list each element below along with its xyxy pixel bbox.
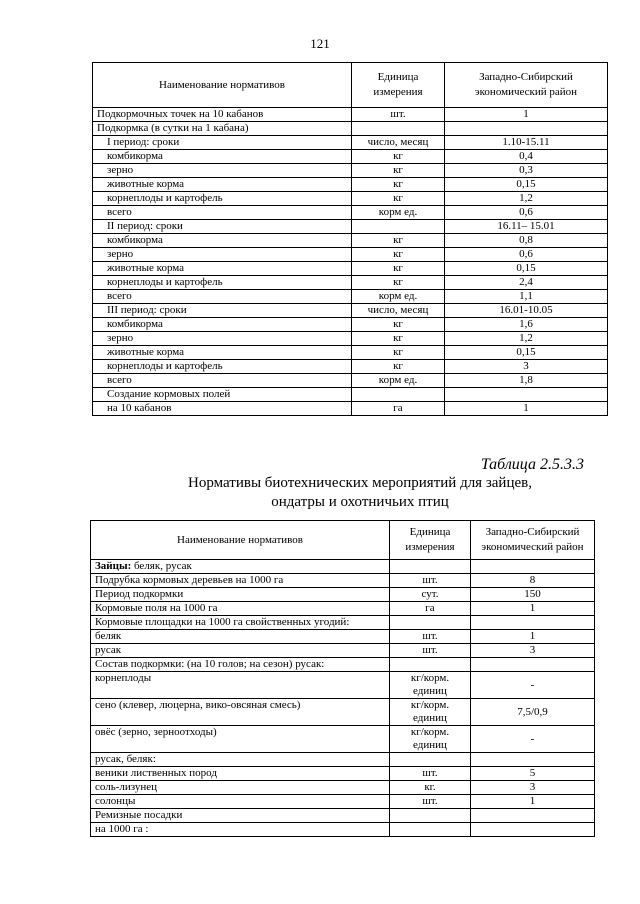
cell-name: I период: сроки (93, 136, 352, 150)
cell-value: 1,8 (445, 374, 608, 388)
cell-value: 150 (471, 588, 595, 602)
cell-value (471, 616, 595, 630)
cell-unit: шт. (352, 108, 445, 122)
cell-name: беляк (91, 630, 390, 644)
cell-name: русак, беляк: (91, 753, 390, 767)
cell-unit (390, 658, 471, 672)
header-name: Наименование нормативов (93, 63, 352, 108)
cell-name: Состав подкормки: (на 10 голов; на сезон) русак: (91, 658, 390, 672)
cell-unit: кг (352, 318, 445, 332)
table-row (91, 658, 595, 672)
cell-name: веники лиственных пород (91, 767, 390, 781)
table-row (93, 346, 608, 360)
cell-name: всего (93, 206, 352, 220)
cell-unit: кг (352, 332, 445, 346)
cell-unit: корм ед. (352, 374, 445, 388)
hare-norms-table (90, 520, 595, 837)
table-row (91, 602, 595, 616)
table-title-line-1: Нормативы биотехнических мероприятий для зайцев, (188, 475, 532, 491)
cell-unit: корм ед. (352, 290, 445, 304)
table-row (91, 753, 595, 767)
cell-name: корнеплоды и картофель (93, 276, 352, 290)
cell-value: 1.10-15.11 (445, 136, 608, 150)
table-title (150, 474, 570, 512)
table-row (91, 823, 595, 837)
table-row (91, 574, 595, 588)
cell-name: Период подкормки (91, 588, 390, 602)
table-body (91, 574, 595, 837)
table-row (93, 402, 608, 416)
table-row (91, 781, 595, 795)
table-row (93, 262, 608, 276)
table-row (93, 164, 608, 178)
table-row (93, 304, 608, 318)
cell-unit: кг (352, 360, 445, 374)
cell-value: 0,4 (445, 150, 608, 164)
cell-unit: кг (352, 276, 445, 290)
cell-value (471, 658, 595, 672)
cell-value: 8 (471, 574, 595, 588)
cell-value (471, 753, 595, 767)
cell-name: комбикорма (93, 318, 352, 332)
cell-value: 1 (445, 402, 608, 416)
cell-unit: кг (352, 262, 445, 276)
table-row (93, 192, 608, 206)
section-label (91, 560, 390, 574)
cell-name: комбикорма (93, 234, 352, 248)
cell-unit (390, 753, 471, 767)
cell-name: Кормовые поля на 1000 га (91, 602, 390, 616)
cell-value: 1,2 (445, 192, 608, 206)
cell-name: Ремизные посадки (91, 809, 390, 823)
table-row (93, 276, 608, 290)
cell-value (471, 560, 595, 574)
cell-value: 1 (471, 602, 595, 616)
table-row (93, 234, 608, 248)
cell-name: зерно (93, 248, 352, 262)
cell-name: Подкормка (в сутки на 1 кабана) (93, 122, 352, 136)
section-rest: беляк, русак (131, 560, 192, 572)
cell-value: - (471, 672, 595, 699)
cell-value: 7,5/0,9 (471, 699, 595, 726)
cell-unit: кг (352, 346, 445, 360)
table-row (93, 318, 608, 332)
cell-unit (390, 809, 471, 823)
table-row (91, 630, 595, 644)
cell-value: 0,6 (445, 248, 608, 262)
cell-name: на 1000 га : (91, 823, 390, 837)
cell-value (445, 122, 608, 136)
cell-name: Кормовые площадки на 1000 га свойственных угодий: (91, 616, 390, 630)
cell-name: животные корма (93, 346, 352, 360)
cell-name: комбикорма (93, 150, 352, 164)
cell-value (445, 388, 608, 402)
cell-name: животные корма (93, 178, 352, 192)
cell-name: всего (93, 374, 352, 388)
cell-name: корнеплоды (91, 672, 390, 699)
cell-name: овёс (зерно, зерноотходы) (91, 726, 390, 753)
cell-name: сено (клевер, люцерна, вико-овсяная смесь) (91, 699, 390, 726)
cell-value: 16.01-10.05 (445, 304, 608, 318)
table-row (93, 178, 608, 192)
cell-unit: кг (352, 248, 445, 262)
cell-unit (352, 122, 445, 136)
table-row (93, 360, 608, 374)
boar-feeding-table (92, 62, 608, 416)
cell-value: 1 (445, 108, 608, 122)
cell-value (471, 809, 595, 823)
table-row (93, 150, 608, 164)
cell-value: 0,6 (445, 206, 608, 220)
cell-unit: кг (352, 178, 445, 192)
table-row (93, 290, 608, 304)
cell-value: 3 (471, 781, 595, 795)
cell-value: 1,1 (445, 290, 608, 304)
cell-unit: число, месяц (352, 304, 445, 318)
table-row (91, 672, 595, 699)
cell-unit: кг (352, 192, 445, 206)
cell-name: зерно (93, 332, 352, 346)
cell-unit (390, 616, 471, 630)
cell-unit: га (352, 402, 445, 416)
cell-value: 0,15 (445, 346, 608, 360)
table-row (91, 699, 595, 726)
cell-name: корнеплоды и картофель (93, 360, 352, 374)
table-row (91, 809, 595, 823)
cell-unit: кг/корм. единиц (390, 699, 471, 726)
cell-unit (352, 220, 445, 234)
cell-value: 0,15 (445, 178, 608, 192)
cell-value: 3 (471, 644, 595, 658)
table-row (91, 588, 595, 602)
header-region: Западно-Сибирский экономический район (445, 63, 608, 108)
cell-name: Подрубка кормовых деревьев на 1000 га (91, 574, 390, 588)
table-row (93, 206, 608, 220)
cell-value: - (471, 726, 595, 753)
cell-value: 5 (471, 767, 595, 781)
cell-value: 0,15 (445, 262, 608, 276)
cell-value: 2,4 (445, 276, 608, 290)
table-row (91, 795, 595, 809)
table-row (93, 136, 608, 150)
cell-name: животные корма (93, 262, 352, 276)
table-row (93, 220, 608, 234)
cell-unit: кг (352, 164, 445, 178)
table-row (93, 374, 608, 388)
cell-unit: шт. (390, 630, 471, 644)
table-row (93, 122, 608, 136)
cell-name: Подкормочных точек на 10 кабанов (93, 108, 352, 122)
cell-name: солонцы (91, 795, 390, 809)
table-row (91, 767, 595, 781)
cell-value: 1 (471, 795, 595, 809)
cell-unit (390, 560, 471, 574)
section-row (91, 560, 595, 574)
table-row (93, 108, 608, 122)
cell-value: 16.11– 15.01 (445, 220, 608, 234)
table-row (91, 726, 595, 753)
table-body (93, 108, 608, 416)
cell-unit: кг/корм. единиц (390, 726, 471, 753)
cell-name: зерно (93, 164, 352, 178)
cell-value: 1,6 (445, 318, 608, 332)
cell-name: III период: сроки (93, 304, 352, 318)
cell-unit (390, 823, 471, 837)
table-row (93, 248, 608, 262)
cell-unit: кг (352, 150, 445, 164)
cell-name: корнеплоды и картофель (93, 192, 352, 206)
cell-name: русак (91, 644, 390, 658)
cell-unit: сут. (390, 588, 471, 602)
cell-value: 0,3 (445, 164, 608, 178)
cell-name: на 10 кабанов (93, 402, 352, 416)
cell-unit: кг (352, 234, 445, 248)
cell-value: 1,2 (445, 332, 608, 346)
cell-value: 0,8 (445, 234, 608, 248)
cell-value (471, 823, 595, 837)
cell-unit: га (390, 602, 471, 616)
cell-unit: шт. (390, 574, 471, 588)
cell-unit: кг. (390, 781, 471, 795)
cell-unit (352, 388, 445, 402)
table-title-line-2: ондатры и охотничьих птиц (271, 494, 449, 510)
cell-name: всего (93, 290, 352, 304)
table-row (93, 388, 608, 402)
cell-name: соль-лизунец (91, 781, 390, 795)
header-name: Наименование нормативов (91, 521, 390, 560)
page-number: 121 (310, 36, 330, 51)
table-header-row (93, 63, 608, 108)
cell-unit: шт. (390, 795, 471, 809)
cell-value: 1 (471, 630, 595, 644)
table-header-row (91, 521, 595, 560)
section-bold: Зайцы: (95, 560, 132, 572)
table-caption: Таблица 2.5.3.3 (480, 456, 584, 473)
cell-unit: кг/корм. единиц (390, 672, 471, 699)
cell-name: Создание кормовых полей (93, 388, 352, 402)
cell-unit: шт. (390, 767, 471, 781)
table-row (93, 332, 608, 346)
cell-unit: число, месяц (352, 136, 445, 150)
cell-unit: шт. (390, 644, 471, 658)
header-unit: Единица измерения (352, 63, 445, 108)
header-unit: Единица измерения (390, 521, 471, 560)
cell-value: 3 (445, 360, 608, 374)
table-row (91, 616, 595, 630)
table-row (91, 644, 595, 658)
cell-name: II период: сроки (93, 220, 352, 234)
header-region: Западно-Сибирский экономический район (471, 521, 595, 560)
cell-unit: корм ед. (352, 206, 445, 220)
